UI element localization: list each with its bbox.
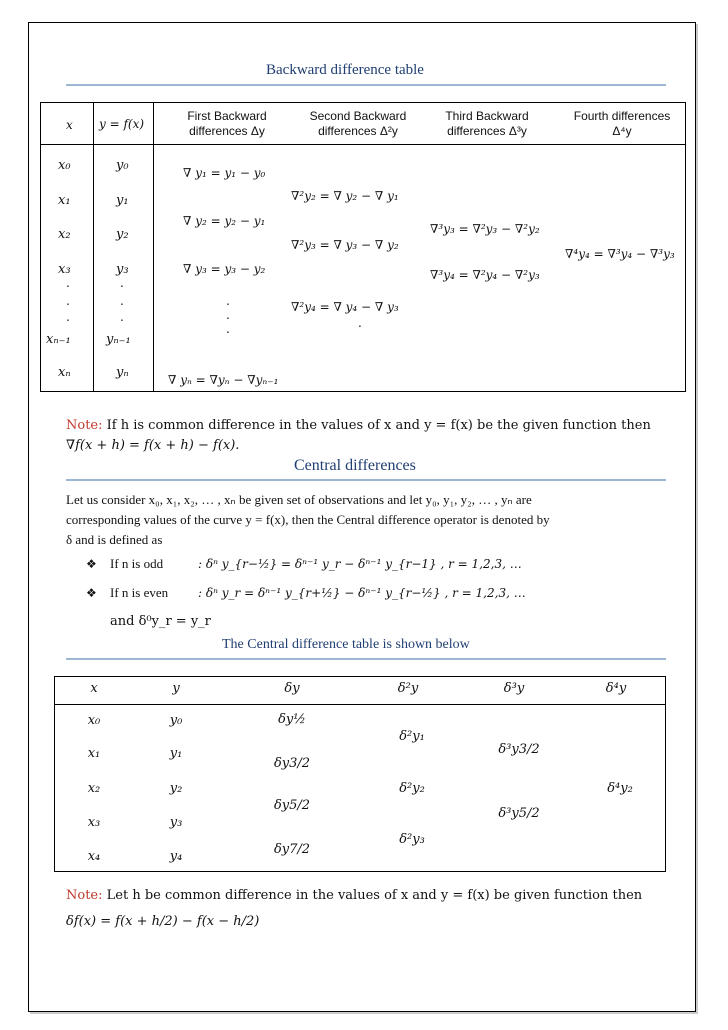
header-d2 <box>298 109 418 139</box>
header-d3-line1: Third Backward <box>445 109 529 123</box>
cd2-2: δ²y₃ <box>399 832 425 847</box>
header-d3-line2: differences Δ³y <box>447 124 527 138</box>
note2-line1 <box>66 888 642 903</box>
cx-4: x₄ <box>87 849 101 864</box>
cy-1: y₁ <box>169 746 183 761</box>
note1-line2: ∇f(x + h) = f(x + h) − f(x). <box>66 438 240 453</box>
cy-0: y₀ <box>169 713 183 728</box>
cx-0: x₀ <box>87 713 101 728</box>
bx-1: x₁ <box>58 193 71 208</box>
c-header-d2: δ²y <box>397 681 419 696</box>
cd1-1: δy3/2 <box>273 756 311 771</box>
bd1-dot: . <box>226 308 230 322</box>
bullet-even-formula: : δⁿ y_r = δⁿ⁻¹ y_{r+½} − δⁿ⁻¹ y_{r−½} , r = 1,2,3, … <box>198 586 526 600</box>
title-rule <box>66 84 666 86</box>
cd3-1: δ³y5/2 <box>498 806 540 821</box>
bullet-odd-icon: ❖ <box>86 557 97 571</box>
bd1-2: ∇ y₃ = y₃ − y₂ <box>183 262 266 276</box>
note1-text: If h is common difference in the values of x and y = f(x) be the given function then <box>102 418 651 433</box>
cd4-0: δ⁴y₂ <box>607 781 633 796</box>
header-y: y = f(x) <box>99 117 145 131</box>
bd4-0: ∇⁴y₄ = ∇³y₄ − ∇³y₃ <box>565 247 675 261</box>
cd3-0: δ³y3/2 <box>498 742 540 757</box>
by-3: y₃ <box>116 262 129 277</box>
note1-line1 <box>66 418 651 433</box>
bd2-dot: . <box>358 316 362 330</box>
and-line: and δ⁰y_r = y_r <box>110 614 211 629</box>
central-title: Central differences <box>294 457 416 474</box>
cx-1: x₁ <box>87 746 101 761</box>
caption-rule <box>66 658 666 660</box>
cd1-2: δy5/2 <box>273 798 311 813</box>
header-d1-line2: differences Δy <box>189 124 265 138</box>
c-header-y: y <box>172 681 180 696</box>
bullet-odd-formula: : δⁿ y_{r−½} = δⁿ⁻¹ y_r − δⁿ⁻¹ y_{r−1} , r = 1,2,3, … <box>198 557 522 571</box>
header-d4-line2: Δ⁴y <box>612 124 632 138</box>
cy-2: y₂ <box>169 781 183 796</box>
bx-dot: . <box>66 294 70 308</box>
bd1-dot: . <box>226 294 230 308</box>
central-table <box>54 676 666 872</box>
cd1-3: δy7/2 <box>273 842 311 857</box>
central-para2: corresponding values of the curve y = f(x), then the Central difference operator is denoted by <box>66 512 550 527</box>
cd2-0: δ²y₁ <box>399 729 425 744</box>
bd3-1: ∇³y₄ = ∇²y₄ − ∇²y₃ <box>430 268 540 282</box>
backward-title: Backward difference table <box>266 62 424 78</box>
cd1-0: δy½ <box>278 712 306 727</box>
central-header-rule <box>54 704 666 705</box>
by-dot: . <box>120 294 124 308</box>
bd1-0: ∇ y₁ = y₁ − y₀ <box>183 166 266 180</box>
by-1: y₁ <box>116 193 129 208</box>
bd3-0: ∇³y₃ = ∇²y₃ − ∇²y₂ <box>430 222 540 236</box>
header-x: x <box>66 118 73 132</box>
bx-2: x₂ <box>58 227 71 242</box>
header-d1-line1: First Backward <box>187 109 267 123</box>
header-d4 <box>562 109 682 139</box>
bullet-odd-label: If n is odd <box>110 556 164 571</box>
c-header-x: x <box>90 681 98 696</box>
bullet-even-icon: ❖ <box>86 586 97 600</box>
note2-line2: δf(x) = f(x + h/2) − f(x − h/2) <box>66 914 260 929</box>
by-dot: . <box>120 310 124 324</box>
c-header-d1: δy <box>284 681 300 696</box>
cy-4: y₄ <box>169 849 183 864</box>
c-header-d3: δ³y <box>503 681 525 696</box>
bx-dot: . <box>66 276 70 290</box>
by-n1: yₙ₋₁ <box>106 332 131 347</box>
bullet-even-label: If n is even <box>110 585 169 600</box>
by-n: yₙ <box>116 365 129 380</box>
bd1-n: ∇ yₙ = ∇yₙ − ∇yₙ₋₁ <box>168 373 279 387</box>
cy-3: y₃ <box>169 815 183 830</box>
c-header-d4: δ⁴y <box>605 681 627 696</box>
bd2-0: ∇²y₂ = ∇ y₂ − ∇ y₁ <box>291 189 399 203</box>
central-rule <box>66 479 666 481</box>
central-para3: δ and is defined as <box>66 532 163 547</box>
by-2: y₂ <box>116 227 129 242</box>
backward-col-divider <box>153 102 154 392</box>
bd2-2: ∇²y₄ = ∇ y₄ − ∇ y₃ <box>291 300 399 314</box>
bd2-1: ∇²y₃ = ∇ y₃ − ∇ y₂ <box>291 238 399 252</box>
header-d2-line2: differences Δ²y <box>318 124 398 138</box>
cx-2: x₂ <box>87 781 101 796</box>
bd1-dot: . <box>226 322 230 336</box>
header-d2-line1: Second Backward <box>309 109 407 123</box>
bx-dot: . <box>66 310 70 324</box>
bx-n: xₙ <box>58 365 71 380</box>
backward-col-divider <box>93 102 94 392</box>
bx-n1: xₙ₋₁ <box>46 332 71 347</box>
note1-label: Note: <box>66 418 103 433</box>
header-d3 <box>432 109 542 139</box>
central-para1: Let us consider x₀, x₁, x₂, … , xₙ be given set of observations and let y₀, y₁, y₂, … , yₙ are <box>66 492 532 507</box>
central-table-caption: The Central difference table is shown below <box>222 637 470 652</box>
by-0: y₀ <box>116 158 129 173</box>
bx-0: x₀ <box>58 158 71 173</box>
bx-3: x₃ <box>58 262 71 277</box>
backward-header-rule <box>40 144 686 145</box>
header-d1 <box>172 109 282 139</box>
note2-text: Let h be common difference in the values of x and y = f(x) be given function then <box>102 888 643 903</box>
note2-label: Note: <box>66 888 103 903</box>
cd2-1: δ²y₂ <box>399 781 425 796</box>
by-dot: . <box>120 276 124 290</box>
header-d4-line1: Fourth differences <box>573 109 671 123</box>
bd1-1: ∇ y₂ = y₂ − y₁ <box>183 214 266 228</box>
cx-3: x₃ <box>87 815 101 830</box>
